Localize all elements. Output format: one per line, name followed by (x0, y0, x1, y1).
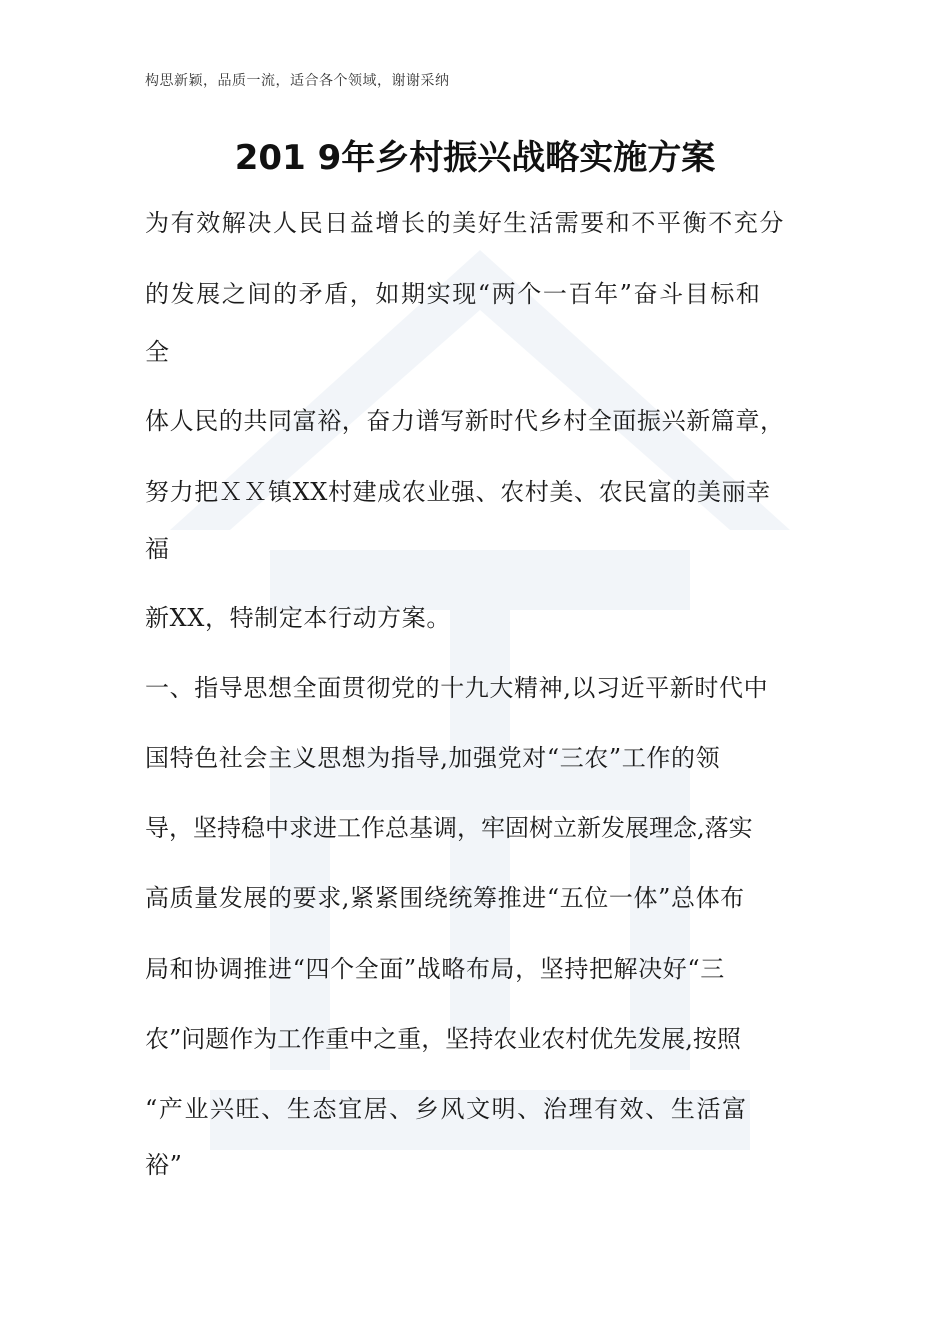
document-title: 201 9年乡村振兴战略实施方案 (234, 138, 716, 178)
body-line-3: 全 (145, 338, 170, 366)
body-line-11: 高质量发展的要求,紧紧围绕统筹推进“五位一体”总体布 (145, 884, 745, 912)
body-line-12: 局和协调推进“四个全面”战略布局，坚持把解决好“三 (145, 955, 725, 983)
body-line-13: 农”问题作为工作重中之重，坚持农业农村优先发展,按照 (145, 1025, 741, 1053)
body-line-1: 为有效解决人民日益增长的美好生活需要和不平衡不充分 (145, 209, 785, 237)
body-line-15: 裕” (145, 1151, 183, 1179)
body-line-14: “产业兴旺、生态宜居、乡风文明、治理有效、生活富 (145, 1095, 748, 1123)
body-line-9: 国特色社会主义思想为指导,加强党对“三农”工作的领 (145, 744, 721, 772)
body-line-10: 导，坚持稳中求进工作总基调，牢固树立新发展理念,落实 (145, 814, 753, 842)
body-line-2: 的发展之间的矛盾，如期实现“两个一百年”奋斗目标和 (145, 280, 762, 308)
header-note: 构思新颖，品质一流，适合各个领域，谢谢采纳 (145, 73, 450, 89)
body-line-4: 体人民的共同富裕，奋力谱写新时代乡村全面振兴新篇章， (145, 407, 785, 435)
body-line-7: 新XX，特制定本行动方案。 (145, 604, 451, 632)
body-line-8: 一、指导思想全面贯彻党的十九大精神,以习近平新时代中 (145, 674, 769, 702)
body-line-5: 努力把ＸＸ镇XX村建成农业强、农村美、农民富的美丽幸 (145, 478, 771, 506)
body-line-6: 福 (145, 535, 170, 563)
